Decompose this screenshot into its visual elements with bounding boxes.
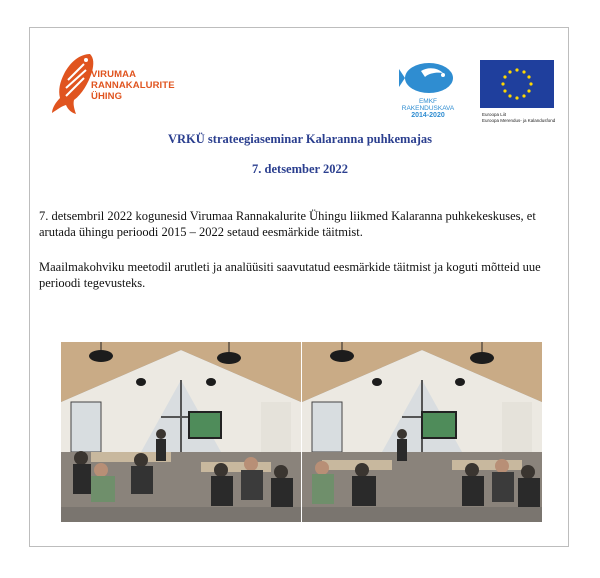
vrku-logo-line1: VIRUMAA bbox=[91, 69, 137, 80]
vrku-logo-line3: ÜHING bbox=[91, 91, 123, 102]
fish-icon bbox=[399, 61, 457, 95]
page-title: VRKÜ strateegiaseminar Kalaranna puhkemajas bbox=[167, 132, 432, 146]
eu-logo-line1: Euroopa Liit bbox=[482, 112, 507, 117]
paragraph-intro: 7. detsembril 2022 kogunesid Virumaa Rannakalurite Ühingu liikmed Kalaranna puhkekeskuses, et arutada ühingu perioodi 2015 – 2022 setaud eesmärkide täitmist. bbox=[39, 209, 536, 239]
vrku-logo-text bbox=[91, 69, 175, 102]
eu-flag-icon bbox=[480, 60, 554, 108]
fish-icon bbox=[50, 50, 96, 116]
document-page bbox=[29, 27, 569, 547]
emkf-line2: RAKENDUSKAVA bbox=[401, 105, 455, 112]
emkf-line1: EMKF bbox=[418, 98, 438, 105]
meeting-photo-2 bbox=[302, 342, 542, 522]
paragraph-method: Maailmakohviku meetodil arutleti ja analüüsiti saavutatud eesmärkide täitmist ja koguti mõtteid uue perioodi tegevusteks. bbox=[39, 260, 541, 290]
eu-logo bbox=[480, 60, 554, 122]
eu-logo-line2: Euroopa Merendus- ja Kalandusfond bbox=[482, 118, 556, 123]
vrku-logo bbox=[50, 50, 175, 116]
emkf-logo bbox=[391, 61, 465, 117]
vrku-logo-line2: RANNAKALURITE bbox=[91, 80, 175, 91]
event-date: 7. detsember 2022 bbox=[252, 162, 348, 176]
meeting-photo-1 bbox=[61, 342, 301, 522]
emkf-line3: 2014-2020 bbox=[411, 112, 445, 119]
